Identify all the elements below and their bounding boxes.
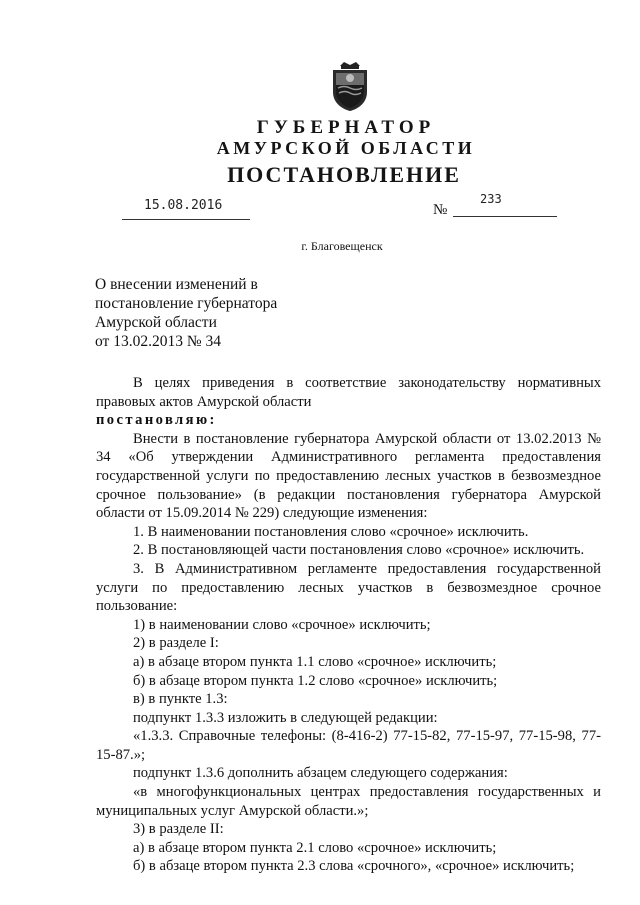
number-label: № <box>433 202 448 218</box>
list-item: 2) в разделе I: <box>133 635 219 652</box>
org-title-line2: АМУРСКОЙ ОБЛАСТИ <box>216 138 476 158</box>
number-underline <box>453 216 557 217</box>
preamble-paragraph: В целях приведения в соответствие законодательству нормативных правовых актов Амурской области <box>96 375 601 410</box>
subject-line: от 13.02.2013 № 34 <box>95 333 221 350</box>
list-item: «1.3.3. Справочные телефоны: (8-416-2) 77-15-82, 77-15-97, 77-15-98, 77-15-87.»; <box>96 728 601 763</box>
list-item: 3. В Административном регламенте предоставления государственной услуги по предоставлению лесных участков в безвозмездное срочное пользование: <box>96 560 601 615</box>
list-item: 1) в наименовании слово «срочное» исключить; <box>133 616 431 633</box>
list-item: подпункт 1.3.3 изложить в следующей редакции: <box>133 709 438 726</box>
subject-line: О внесении изменений в <box>95 276 258 293</box>
list-item: в) в пункте 1.3: <box>133 691 228 708</box>
document-type-title: ПОСТАНОВЛЕНИЕ <box>227 162 461 187</box>
list-item: «в многофункциональных центрах предоставления государственных и муниципальных услуг Амурской области.»; <box>96 784 601 819</box>
document-number: 233 <box>480 192 502 206</box>
list-item: 1. В наименовании постановления слово «срочное» исключить. <box>133 523 529 540</box>
list-item: б) в абзаце втором пункта 1.2 слово «срочное» исключить; <box>133 672 498 689</box>
intro-paragraph: Внести в постановление губернатора Амурской области от 13.02.2013 № 34 «Об утверждении Административного регламента предоставления государственной услуги по предоставлению лесных участков в безвозмездное срочное пользование» (в редакции постановления губернатора Амурской области от 15.09.2014 № 229) следующие изменения: <box>96 430 601 522</box>
list-item: 3) в разделе II: <box>133 821 224 838</box>
list-item: б) в абзаце втором пункта 2.3 слова «срочного», «срочное» исключить; <box>133 858 575 875</box>
date-underline <box>122 219 250 220</box>
document-city: г. Благовещенск <box>301 239 383 253</box>
document-body <box>96 374 601 876</box>
document-subject <box>95 275 277 351</box>
subject-line: постановление губернатора <box>95 295 278 312</box>
document-date: 15.08.2016 <box>144 198 223 213</box>
list-item: а) в абзаце втором пункта 2.1 слово «срочное» исключить; <box>133 839 497 856</box>
subject-line: Амурской области <box>95 314 217 331</box>
list-item: подпункт 1.3.6 дополнить абзацем следующего содержания: <box>133 765 508 782</box>
list-item: а) в абзаце втором пункта 1.1 слово «срочное» исключить; <box>133 653 497 670</box>
decree-word: постановляю: <box>96 412 217 429</box>
org-title-line1: ГУБЕРНАТОР <box>256 117 436 138</box>
list-item: 2. В постановляющей части постановления слово «срочное» исключить. <box>133 542 585 559</box>
coat-of-arms-emblem <box>330 62 370 112</box>
